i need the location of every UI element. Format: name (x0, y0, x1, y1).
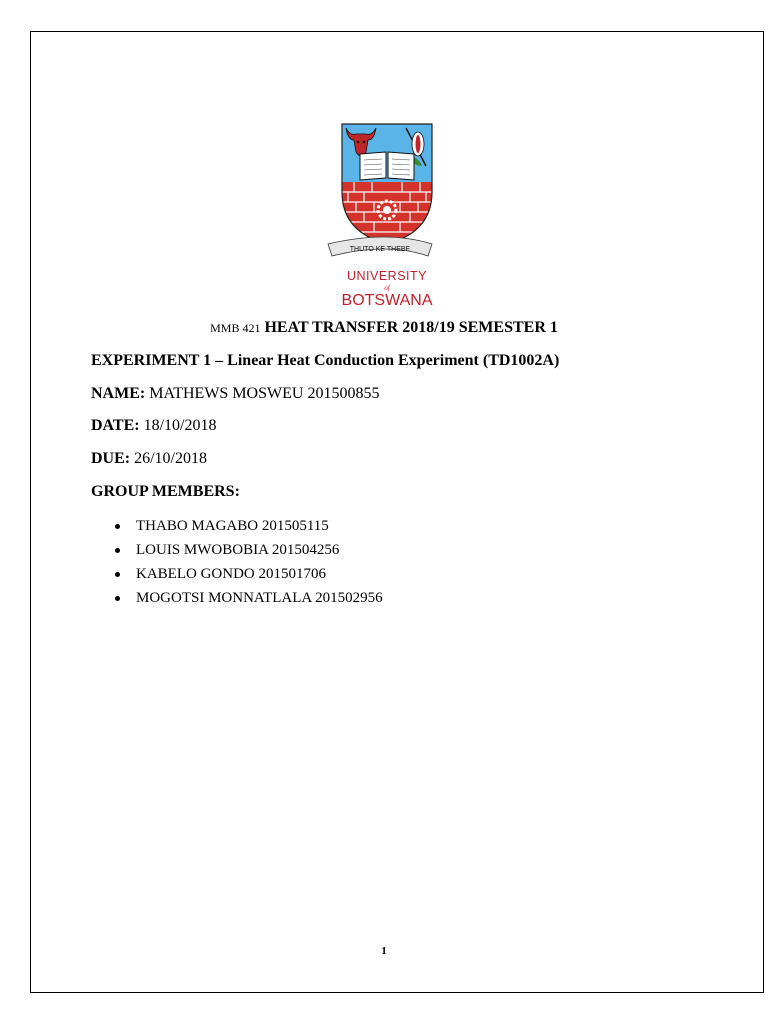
logo-motto: THUTO KE THEBE (349, 246, 411, 253)
logo-wordmark-botswana: BOTSWANA (341, 292, 433, 309)
university-crest-icon (318, 122, 442, 310)
course-title: HEAT TRANSFER 2018/19 SEMESTER 1 (264, 319, 558, 336)
name-value: MATHEWS MOSWEU 201500855 (149, 385, 380, 402)
experiment-label: EXPERIMENT 1 (91, 352, 212, 369)
due-line (91, 449, 207, 469)
university-logo (318, 122, 442, 310)
group-members-heading (91, 482, 240, 502)
experiment-separator: – (211, 352, 228, 369)
logo-wordmark-university: UNIVERSITY (346, 269, 428, 283)
list-item: LOUIS MWOBOBIA 201504256 (91, 538, 383, 562)
experiment-description: Linear Heat Conduction Experiment (TD1002A) (227, 352, 560, 369)
course-title-line (0, 318, 768, 338)
date-line (91, 416, 216, 436)
group-members-label: GROUP MEMBERS: (91, 483, 240, 500)
list-item: THABO MAGABO 201505115 (91, 514, 383, 538)
page-number: 1 (381, 945, 387, 957)
date-value: 18/10/2018 (143, 417, 217, 434)
due-value: 26/10/2018 (134, 450, 207, 467)
experiment-line (91, 351, 559, 371)
list-item: KABELO GONDO 201501706 (91, 562, 383, 586)
course-code: MMB 421 (210, 321, 261, 335)
logo-wordmark-of: of (384, 284, 390, 292)
group-members-list (91, 514, 383, 610)
list-item: MOGOTSI MONNATLALA 201502956 (91, 586, 383, 610)
name-line (91, 384, 379, 404)
due-label: DUE: (91, 450, 131, 467)
name-label: NAME: (91, 385, 146, 402)
date-label: DATE: (91, 417, 140, 434)
